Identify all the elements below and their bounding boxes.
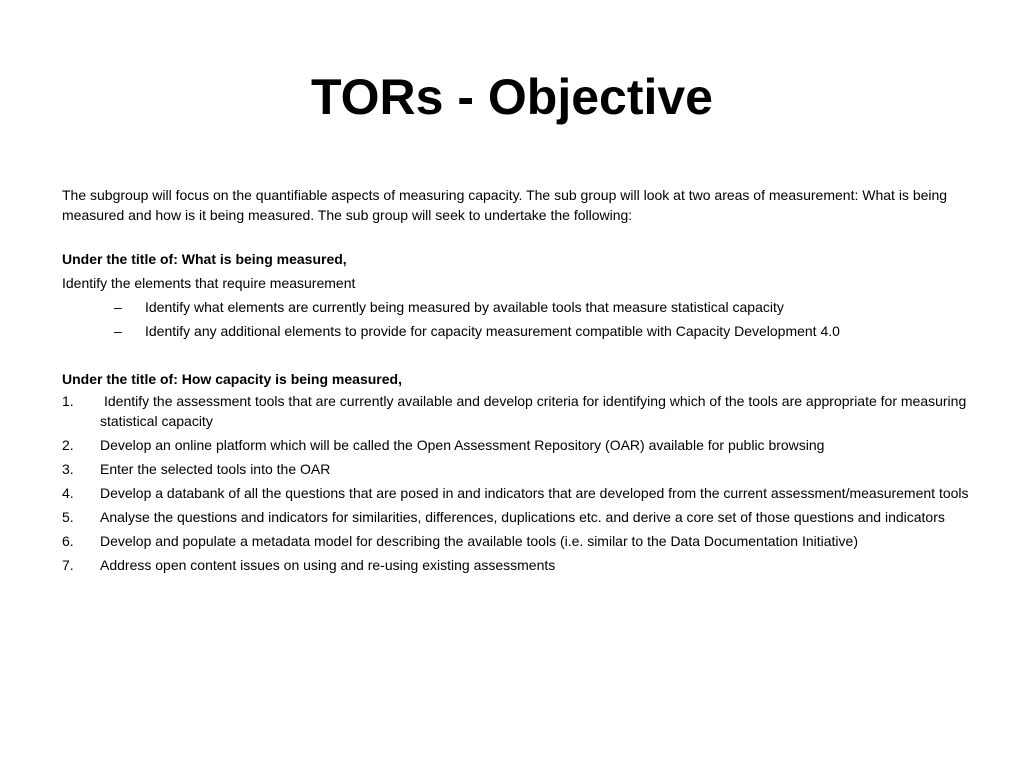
list-item-text: Develop a databank of all the questions that are posed in and indicators that are developed from the current assessment/measurement tools <box>100 485 969 501</box>
list-number: 2. <box>62 437 74 453</box>
section-how-heading: Under the title of: How capacity is being measured, <box>62 371 402 387</box>
slide-body <box>62 185 972 579</box>
numbered-list-item <box>62 483 972 503</box>
numbered-list-item <box>62 531 972 551</box>
list-item-text: Develop an online platform which will be called the Open Assessment Repository (OAR) available for public browsing <box>100 437 825 453</box>
dash-item-text: Identify any additional elements to provide for capacity measurement compatible with Capacity Development 4.0 <box>145 323 840 339</box>
numbered-list-item <box>62 435 972 455</box>
list-item-text: Develop and populate a metadata model for describing the available tools (i.e. similar to the Data Documentation Initiative) <box>100 533 858 549</box>
numbered-list-item <box>62 555 972 575</box>
list-item-text: Enter the selected tools into the OAR <box>100 461 331 477</box>
dash-bullet: – <box>114 323 122 339</box>
dash-list-item <box>62 295 972 319</box>
list-item-text: Analyse the questions and indicators for similarities, differences, duplications etc. and derive a core set of those questions and indicators <box>100 509 945 525</box>
intro-paragraph: The subgroup will focus on the quantifiable aspects of measuring capacity. The sub group will look at two areas of measurement: What is being measured and how is it being measured. The sub group will seek to undertake the following: <box>62 187 948 223</box>
dash-list-item <box>62 319 972 343</box>
list-number: 3. <box>62 461 74 477</box>
list-number: 1. <box>62 393 74 409</box>
list-item-text: Address open content issues on using and re-using existing assessments <box>100 557 556 573</box>
list-number: 4. <box>62 485 74 501</box>
numbered-list-item <box>62 391 972 431</box>
section-what-heading: Under the title of: What is being measured, <box>62 251 347 267</box>
numbered-list-item <box>62 507 972 527</box>
list-number: 5. <box>62 509 74 525</box>
dash-bullet: – <box>114 299 122 315</box>
section-what-line: Identify the elements that require measurement <box>62 275 356 291</box>
list-number: 6. <box>62 533 74 549</box>
numbered-list-item <box>62 459 972 479</box>
slide-title: TORs - Objective <box>311 69 713 125</box>
dash-item-text: Identify what elements are currently being measured by available tools that measure statistical capacity <box>145 299 784 315</box>
list-item-text: Identify the assessment tools that are currently available and develop criteria for identifying which of the tools are appropriate for measuring statistical capacity <box>100 393 967 429</box>
list-number: 7. <box>62 557 74 573</box>
